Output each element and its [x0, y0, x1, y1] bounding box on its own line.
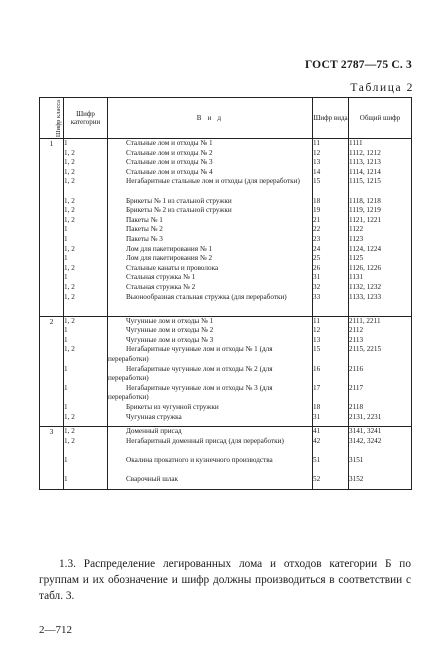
kind-text-cell: Негабаритные чугунные лом и отходы № 2 (для переработки)	[108, 364, 273, 383]
common-code-cell: 1125	[349, 254, 364, 263]
common-code-cell: 2117	[349, 383, 364, 392]
header-class-code: Шифр класса	[40, 98, 64, 139]
common-code-cell: 2115, 2215	[349, 345, 382, 354]
kind-code-cell: 33	[313, 292, 321, 301]
kind-code-cell: 31	[313, 412, 321, 421]
common-code-cell: 3141, 3241	[349, 427, 382, 436]
kind-text-cell: Чугунные лом и отходы № 1	[126, 316, 214, 325]
kind-code-cell: 11	[313, 316, 320, 325]
category-code-cell: 1	[64, 254, 68, 263]
kind-text-column	[108, 316, 313, 427]
kind-text-cell: Сварочный шлак	[126, 475, 179, 484]
kind-code-cell: 14	[313, 167, 321, 176]
kind-code-cell: 21	[313, 215, 321, 224]
kind-code-cell: 13	[313, 158, 321, 167]
common-code-cell: 2118	[349, 403, 364, 412]
paragraph-1-3: 1.3. Распределение легированных лома и отходов категории Б по группам и их обозначение и шифр должны производиться в соответствии с табл. 3.	[39, 558, 411, 602]
category-code-cell: 1, 2	[64, 316, 75, 325]
kind-text-cell: Стальные лом и отходы № 1	[126, 139, 213, 147]
common-code-cell: 2112	[349, 326, 364, 335]
kind-text-cell: Стальные лом и отходы № 4	[126, 167, 213, 176]
category-code-cell: 1, 2	[64, 244, 75, 253]
category-code-cell: 1, 2	[64, 282, 75, 291]
category-code-cell: 1	[64, 273, 68, 282]
kind-text-cell: Стальная стружка № 2	[126, 282, 196, 291]
common-code-cell: 3151	[349, 456, 364, 464]
kind-text-cell: Брикеты № 1 из стальной стружки	[126, 196, 232, 205]
common-code-cell: 1131	[349, 273, 364, 282]
kind-code-cell: 12	[313, 326, 321, 335]
kind-code-cell: 11	[313, 139, 320, 147]
common-code-cell: 1114, 1214	[349, 167, 381, 176]
header-kind: В и д	[108, 98, 313, 139]
kind-text-cell: Чугунные лом и отходы № 2	[126, 326, 214, 335]
common-code-cell: 1132, 1232	[349, 282, 382, 291]
kind-text-cell: Лом для пакетирования № 1	[126, 244, 213, 253]
category-code-cell: 1	[64, 383, 68, 392]
kind-code-cell: 51	[313, 456, 321, 464]
category-code-column	[64, 427, 108, 490]
class-code-cell: 1	[40, 139, 64, 317]
kind-text-column	[108, 427, 313, 490]
kind-code-cell: 32	[313, 282, 321, 291]
table-group-class-3	[40, 427, 412, 490]
header-common-code: Общий шифр	[349, 98, 412, 139]
common-code-cell: 2116	[349, 364, 364, 373]
common-code-cell: 1113, 1213	[349, 158, 381, 167]
common-code-cell: 1121, 1221	[349, 215, 382, 224]
kind-code-cell: 41	[313, 427, 321, 436]
class-code-cell: 3	[40, 427, 64, 490]
category-code-cell: 1	[64, 403, 68, 412]
kind-text-cell: Негабаритные чугунные лом и отходы № 3 (для переработки)	[108, 383, 273, 402]
common-code-cell: 1123	[349, 234, 364, 243]
category-code-cell: 1, 2	[64, 215, 75, 224]
kind-code-cell: 31	[313, 273, 321, 282]
category-code-cell: 1	[64, 326, 68, 335]
document-header: ГОСТ 2787—75 С. 3	[304, 59, 412, 71]
category-code-cell: 1, 2	[64, 436, 75, 445]
kind-code-column	[313, 139, 349, 317]
common-code-cell: 3152	[349, 475, 364, 484]
table-header-row	[40, 98, 412, 139]
category-code-cell: 1, 2	[64, 427, 75, 436]
kind-code-cell: 13	[313, 335, 321, 344]
kind-text-cell: Брикеты из чугунной стружки	[126, 403, 219, 412]
kind-code-cell: 22	[313, 225, 321, 234]
kind-code-cell: 42	[313, 436, 321, 445]
category-code-cell: 1, 2	[64, 177, 75, 186]
common-code-cell: 1111	[349, 139, 363, 147]
kind-text-cell: Брикеты № 2 из стальной стружки	[126, 206, 232, 215]
common-code-cell: 1119, 1219	[349, 206, 381, 215]
kind-code-cell: 15	[313, 177, 321, 186]
table-group-class-1	[40, 139, 412, 317]
kind-code-cell: 23	[313, 234, 321, 243]
category-code-column	[64, 139, 108, 317]
category-code-cell: 1, 2	[64, 412, 75, 421]
kind-code-cell: 18	[313, 196, 321, 205]
kind-text-cell: Стальные лом и отходы № 3	[126, 158, 213, 167]
kind-text-cell: Негабаритные чугунные лом и отходы № 1 (для переработки)	[108, 345, 273, 364]
kind-text-cell: Стальная стружка № 1	[126, 273, 196, 282]
category-code-cell: 1, 2	[64, 167, 75, 176]
kind-text-cell: Лом для пакетирования № 2	[126, 254, 213, 263]
kind-text-cell: Стальные лом и отходы № 2	[126, 148, 213, 157]
kind-text-cell: Доменный присад	[126, 427, 182, 436]
common-code-cell: 1118, 1218	[349, 196, 381, 205]
category-code-cell: 1, 2	[64, 263, 75, 272]
common-code-column	[349, 139, 412, 317]
kind-text-cell: Чугунные лом и отходы № 3	[126, 335, 214, 344]
category-code-cell: 1	[64, 139, 68, 147]
header-kind-code: Шифр вида	[313, 98, 349, 139]
table-caption: Таблица 2	[350, 82, 414, 94]
kind-code-cell: 18	[313, 403, 321, 412]
category-code-cell: 1	[64, 225, 68, 234]
kind-text-cell: Негабаритные стальные лом и отходы (для переработки)	[126, 177, 300, 186]
kind-code-column	[313, 316, 349, 427]
kind-code-cell: 52	[313, 475, 321, 484]
category-code-cell: 1	[64, 456, 68, 464]
kind-text-cell: Пакеты № 2	[126, 225, 163, 234]
common-code-cell: 2111, 2211	[349, 316, 381, 325]
kind-code-column	[313, 427, 349, 490]
common-code-cell: 2131, 2231	[349, 412, 382, 421]
common-code-cell: 1115, 1215	[349, 177, 381, 186]
common-code-cell: 2113	[349, 335, 364, 344]
common-code-cell: 1122	[349, 225, 364, 234]
category-code-cell: 1	[64, 234, 68, 243]
common-code-cell: 1124, 1224	[349, 244, 382, 253]
category-code-cell: 1	[64, 475, 68, 484]
kind-text-cell: Пакеты № 3	[126, 234, 163, 243]
category-code-cell: 1, 2	[64, 292, 75, 301]
kind-code-cell: 26	[313, 263, 321, 272]
kind-code-cell: 24	[313, 244, 321, 253]
kind-text-cell: Окалина прокатного и кузнечного производства	[126, 456, 273, 464]
header-category-code: Шифр категории	[64, 98, 108, 139]
common-code-column	[349, 316, 412, 427]
category-code-cell: 1	[64, 335, 68, 344]
common-code-column	[349, 427, 412, 490]
common-code-cell: 1133, 1233	[349, 292, 382, 301]
table-group-class-2	[40, 316, 412, 427]
common-code-cell: 1112, 1212	[349, 148, 381, 157]
kind-text-cell: Чугунная стружка	[126, 412, 182, 421]
kind-code-cell: 16	[313, 364, 321, 373]
category-code-cell: 1, 2	[64, 345, 75, 354]
kind-text-cell: Пакеты № 1	[126, 215, 163, 224]
category-code-cell: 1, 2	[64, 148, 75, 157]
category-code-cell: 1, 2	[64, 158, 75, 167]
category-code-column	[64, 316, 108, 427]
codes-table	[39, 97, 412, 490]
category-code-cell: 1	[64, 364, 68, 373]
kind-text-cell: Вьюнообразная стальная стружка (для переработки)	[126, 292, 287, 301]
class-code-cell: 2	[40, 316, 64, 427]
kind-code-cell: 12	[313, 148, 321, 157]
kind-code-cell: 19	[313, 206, 321, 215]
common-code-cell: 3142, 3242	[349, 436, 382, 445]
page-number: 2—712	[39, 624, 72, 636]
kind-text-column	[108, 139, 313, 317]
kind-code-cell: 25	[313, 254, 321, 263]
common-code-cell: 1126, 1226	[349, 263, 382, 272]
kind-code-cell: 17	[313, 383, 321, 392]
kind-text-cell: Стальные канаты и проволока	[126, 263, 219, 272]
kind-code-cell: 15	[313, 345, 321, 354]
category-code-cell: 1, 2	[64, 206, 75, 215]
kind-text-cell: Негабаритный доменный присад (для переработки)	[126, 436, 284, 445]
category-code-cell: 1, 2	[64, 196, 75, 205]
